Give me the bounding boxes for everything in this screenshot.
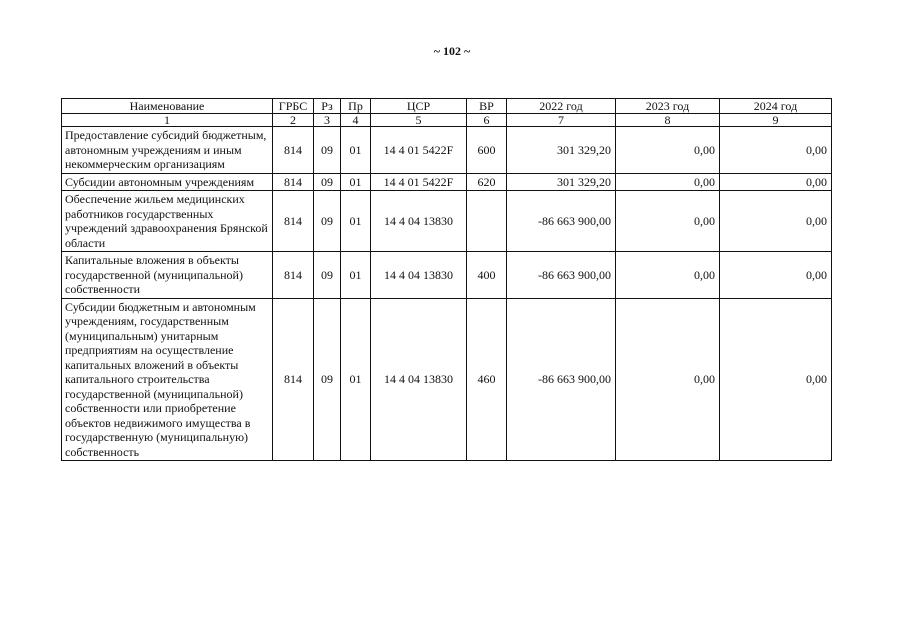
row-pr: 01 <box>341 173 371 191</box>
row-2023: 0,00 <box>616 127 720 174</box>
row-name: Субсидии бюджетным и автономным учреждениям, государственным (муниципальным) унитарным предприятиям на осуществление капитальных вложений в объекты капитального строительства государственной (муниципальной) собственности или приобретение объектов недвижимого имущества в государственную (муниципальную) собственность <box>62 298 273 461</box>
row-rz: 09 <box>314 298 341 461</box>
row-csr: 14 4 01 5422F <box>371 127 467 174</box>
row-vr: 460 <box>467 298 507 461</box>
column-number: 9 <box>720 114 832 127</box>
header-rz: Рз <box>314 99 341 114</box>
row-grbs: 814 <box>273 127 314 174</box>
row-2022: 301 329,20 <box>507 127 616 174</box>
row-pr: 01 <box>341 191 371 252</box>
row-grbs: 814 <box>273 191 314 252</box>
row-name: Предоставление субсидий бюджетным, автономным учреждениям и иным некоммерческим организациям <box>62 127 273 174</box>
row-2022: 301 329,20 <box>507 173 616 191</box>
row-vr: 600 <box>467 127 507 174</box>
table-row <box>62 173 832 191</box>
row-grbs: 814 <box>273 252 314 299</box>
row-2023: 0,00 <box>616 252 720 299</box>
header-pr: Пр <box>341 99 371 114</box>
row-rz: 09 <box>314 127 341 174</box>
row-2023: 0,00 <box>616 191 720 252</box>
header-2023: 2023 год <box>616 99 720 114</box>
header-csr: ЦСР <box>371 99 467 114</box>
budget-table <box>61 98 832 461</box>
column-number: 7 <box>507 114 616 127</box>
header-vr: ВР <box>467 99 507 114</box>
column-number: 1 <box>62 114 273 127</box>
row-rz: 09 <box>314 252 341 299</box>
row-2024: 0,00 <box>720 298 832 461</box>
row-2024: 0,00 <box>720 252 832 299</box>
header-grbs: ГРБС <box>273 99 314 114</box>
table-row <box>62 191 832 252</box>
column-number: 5 <box>371 114 467 127</box>
row-grbs: 814 <box>273 173 314 191</box>
column-number: 4 <box>341 114 371 127</box>
row-csr: 14 4 04 13830 <box>371 191 467 252</box>
table-row <box>62 252 832 299</box>
column-number: 8 <box>616 114 720 127</box>
row-vr: 620 <box>467 173 507 191</box>
row-name: Обеспечение жильем медицинских работников государственных учреждений здравоохранения Брянской области <box>62 191 273 252</box>
row-pr: 01 <box>341 298 371 461</box>
header-2022: 2022 год <box>507 99 616 114</box>
row-2023: 0,00 <box>616 298 720 461</box>
row-2024: 0,00 <box>720 173 832 191</box>
row-pr: 01 <box>341 252 371 299</box>
row-2022: -86 663 900,00 <box>507 252 616 299</box>
column-numbers-row <box>62 114 832 127</box>
row-csr: 14 4 04 13830 <box>371 252 467 299</box>
row-csr: 14 4 01 5422F <box>371 173 467 191</box>
row-2022: -86 663 900,00 <box>507 191 616 252</box>
row-vr <box>467 191 507 252</box>
row-pr: 01 <box>341 127 371 174</box>
row-2024: 0,00 <box>720 127 832 174</box>
row-rz: 09 <box>314 191 341 252</box>
row-name: Капитальные вложения в объекты государственной (муниципальной) собственности <box>62 252 273 299</box>
row-grbs: 814 <box>273 298 314 461</box>
column-number: 6 <box>467 114 507 127</box>
table-row <box>62 298 832 461</box>
header-name: Наименование <box>62 99 273 114</box>
row-2024: 0,00 <box>720 191 832 252</box>
row-csr: 14 4 04 13830 <box>371 298 467 461</box>
row-vr: 400 <box>467 252 507 299</box>
column-number: 2 <box>273 114 314 127</box>
column-number: 3 <box>314 114 341 127</box>
page-number: ~ 102 ~ <box>433 44 471 58</box>
row-name: Субсидии автономным учреждениям <box>62 173 273 191</box>
header-row <box>62 99 832 114</box>
row-2023: 0,00 <box>616 173 720 191</box>
table-row <box>62 127 832 174</box>
row-rz: 09 <box>314 173 341 191</box>
header-2024: 2024 год <box>720 99 832 114</box>
row-2022: -86 663 900,00 <box>507 298 616 461</box>
